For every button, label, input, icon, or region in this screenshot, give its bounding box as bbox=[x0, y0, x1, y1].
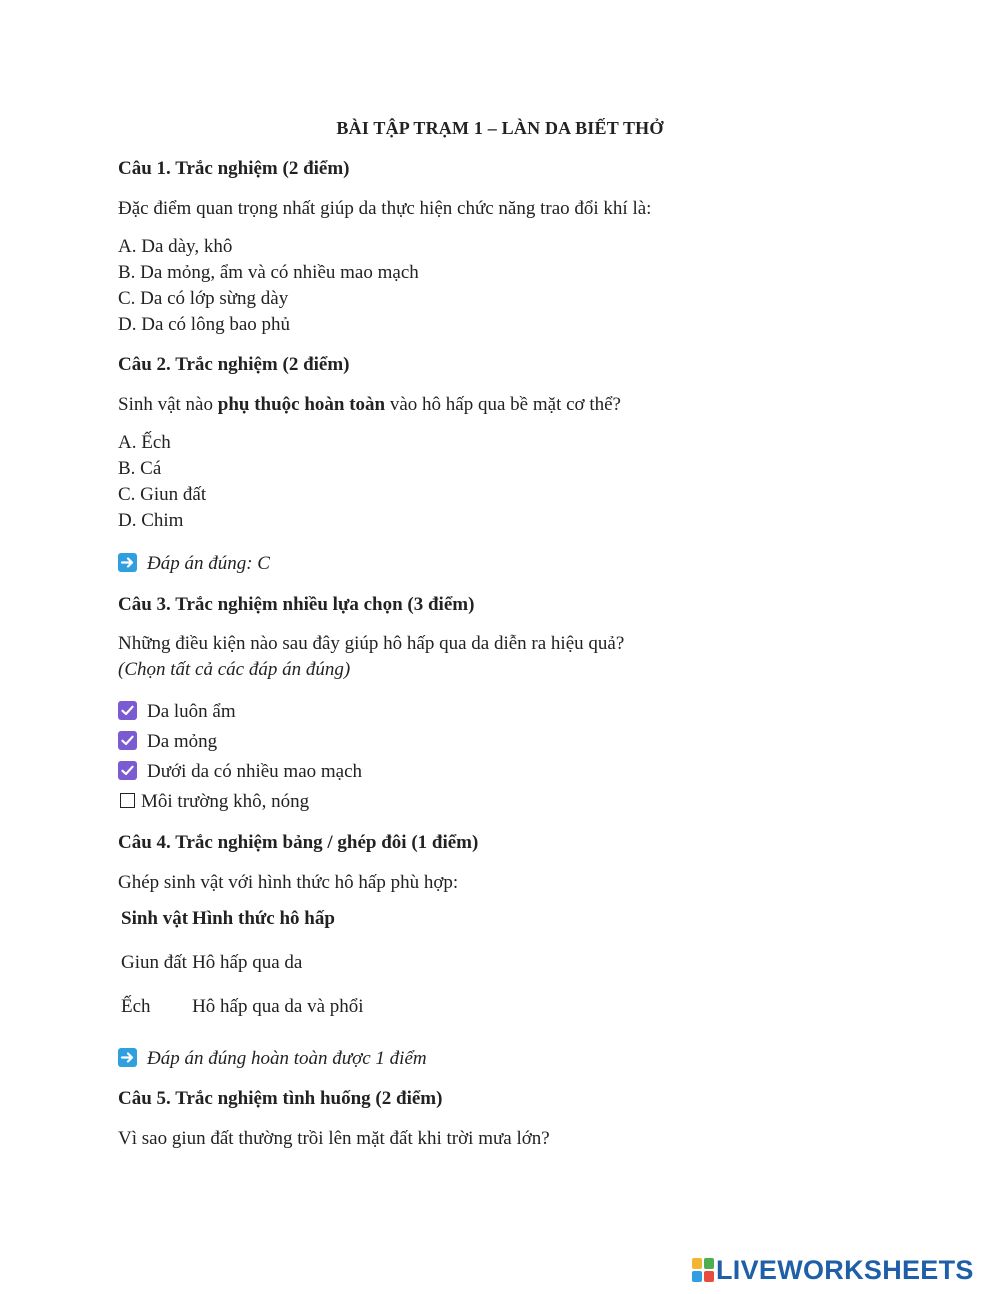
table-row[interactable] bbox=[118, 952, 364, 996]
q1-prompt: Đặc điểm quan trọng nhất giúp da thực hiện chức năng trao đổi khí là: bbox=[118, 198, 652, 219]
right-arrow-icon bbox=[118, 1048, 137, 1067]
q3-option-2[interactable] bbox=[118, 731, 217, 753]
q3-option-label: Dưới da có nhiều mao mạch bbox=[147, 761, 363, 782]
table-header-organism: Sinh vật bbox=[121, 908, 189, 929]
q3-option-label: Môi trường khô, nóng bbox=[141, 791, 310, 812]
q1-option-a[interactable]: A. Da dày, khô bbox=[118, 236, 233, 257]
table-cell-respiration[interactable]: Hô hấp qua da và phổi bbox=[192, 996, 364, 1017]
q3-option-4[interactable] bbox=[118, 791, 309, 813]
live-blocks-icon bbox=[692, 1258, 714, 1282]
checkbox-checked-icon[interactable] bbox=[118, 761, 137, 780]
q3-option-1[interactable] bbox=[118, 701, 236, 723]
table-cell-respiration[interactable]: Hô hấp qua da bbox=[192, 952, 303, 973]
q4-answer-text: Đáp án đúng hoàn toàn được 1 điểm bbox=[147, 1048, 427, 1069]
q3-option-label: Da mỏng bbox=[147, 731, 218, 752]
q2-prompt-post: vào hô hấp qua bề mặt cơ thể? bbox=[385, 394, 621, 415]
q1-heading: Câu 1. Trắc nghiệm (2 điểm) bbox=[118, 158, 350, 179]
q2-answer-text: Đáp án đúng: C bbox=[147, 553, 270, 574]
q3-prompt: Những điều kiện nào sau đây giúp hô hấp qua da diễn ra hiệu quả? bbox=[118, 633, 625, 654]
q2-option-b[interactable]: B. Cá bbox=[118, 458, 162, 479]
matching-table bbox=[118, 908, 364, 1040]
liveworksheets-logo bbox=[692, 1255, 974, 1285]
table-cell-organism[interactable]: Ếch bbox=[121, 996, 151, 1017]
page-title: BÀI TẬP TRẠM 1 – LÀN DA BIẾT THỞ bbox=[336, 118, 664, 138]
q2-option-d[interactable]: D. Chim bbox=[118, 510, 184, 531]
q4-heading: Câu 4. Trắc nghiệm bảng / ghép đôi (1 điểm) bbox=[118, 832, 479, 853]
q5-prompt: Vì sao giun đất thường trồi lên mặt đất khi trời mưa lớn? bbox=[118, 1128, 550, 1149]
q2-prompt-pre: Sinh vật nào bbox=[118, 394, 218, 415]
table-header-row bbox=[118, 908, 364, 952]
checkbox-empty-icon[interactable] bbox=[120, 793, 135, 808]
checkbox-checked-icon[interactable] bbox=[118, 731, 137, 750]
q2-prompt-emphasis: phụ thuộc hoàn toàn bbox=[217, 394, 386, 415]
q3-heading: Câu 3. Trắc nghiệm nhiều lựa chọn (3 điểm) bbox=[118, 594, 475, 615]
q3-option-label: Da luôn ẩm bbox=[147, 701, 236, 722]
q2-heading: Câu 2. Trắc nghiệm (2 điểm) bbox=[118, 354, 350, 375]
q5-heading: Câu 5. Trắc nghiệm tình huống (2 điểm) bbox=[118, 1088, 443, 1109]
checkbox-checked-icon[interactable] bbox=[118, 701, 137, 720]
q2-option-a[interactable]: A. Ếch bbox=[118, 432, 171, 453]
table-cell-organism[interactable]: Giun đất bbox=[121, 952, 187, 973]
q2-answer bbox=[118, 553, 270, 575]
q4-prompt: Ghép sinh vật với hình thức hô hấp phù hợp: bbox=[118, 872, 459, 893]
table-row[interactable] bbox=[118, 996, 364, 1040]
right-arrow-icon bbox=[118, 553, 137, 572]
table-header-respiration: Hình thức hô hấp bbox=[192, 908, 335, 929]
logo-text: LIVEWORKSHEETS bbox=[716, 1254, 974, 1285]
q2-option-c[interactable]: C. Giun đất bbox=[118, 484, 207, 505]
q1-option-c[interactable]: C. Da có lớp sừng dày bbox=[118, 288, 289, 309]
q2-prompt bbox=[118, 394, 621, 416]
q3-option-3[interactable] bbox=[118, 761, 362, 783]
q1-option-d[interactable]: D. Da có lông bao phủ bbox=[118, 314, 291, 335]
q1-option-b[interactable]: B. Da mỏng, ẩm và có nhiều mao mạch bbox=[118, 262, 419, 283]
q3-note: (Chọn tất cả các đáp án đúng) bbox=[118, 659, 351, 680]
q4-answer bbox=[118, 1048, 427, 1070]
